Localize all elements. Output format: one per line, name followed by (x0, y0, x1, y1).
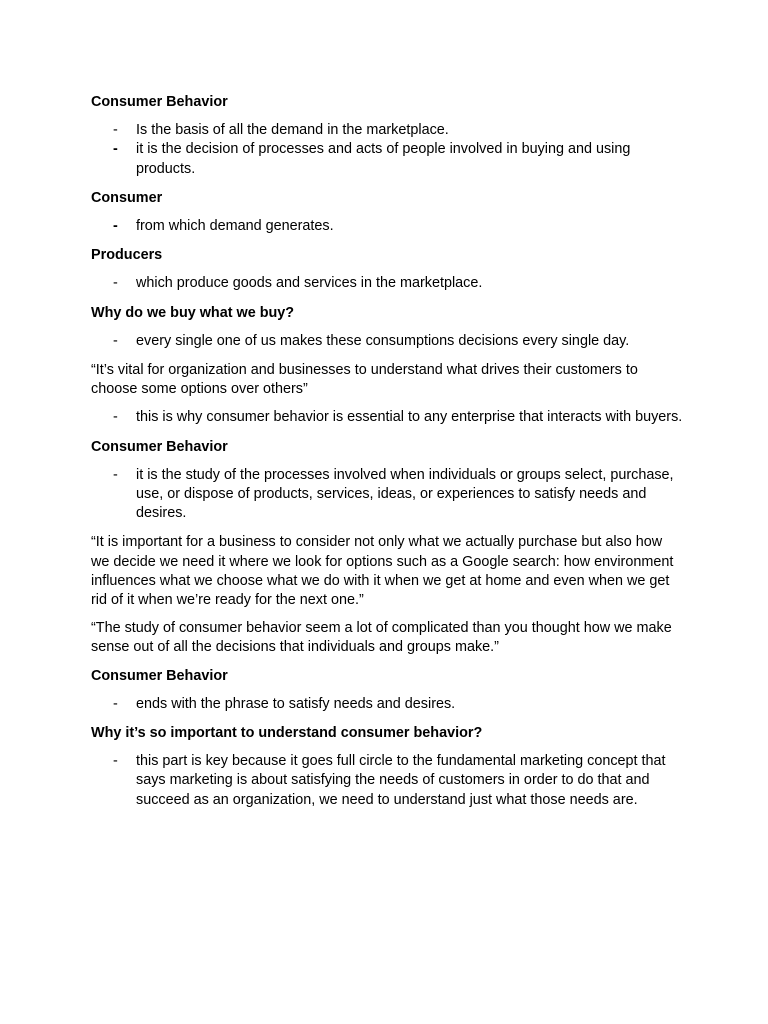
bullet-text: every single one of us makes these consumptions decisions every single day. (136, 332, 630, 349)
bullet-item (91, 217, 683, 236)
section-heading: Consumer Behavior (91, 438, 228, 455)
dash-bullet-marker: - (113, 332, 118, 349)
bullet-text: it is the decision of processes and acts of people involved in buying and using products. (136, 141, 631, 177)
bullet-item (91, 274, 683, 293)
bullet-text: Is the basis of all the demand in the marketplace. (136, 122, 449, 139)
quote-paragraph: “It’s vital for organization and businesses to understand what drives their customers to choose some options over others” (91, 362, 638, 398)
section-heading: Consumer Behavior (91, 667, 228, 684)
bullet-list (91, 121, 683, 179)
bullet-item (91, 752, 683, 810)
bullet-text: it is the study of the processes involved when individuals or groups select, purchase, use, or dispose of products, services, ideas, or experiences to satisfy needs and desires. (136, 466, 674, 522)
bullet-list (91, 752, 683, 810)
bullet-text: this part is key because it goes full circle to the fundamental marketing concept that says marketing is about satisfying the needs of customers in order to do that and succeed as an organization, we need to understand just what those needs are. (136, 753, 666, 808)
section-heading: Consumer Behavior (91, 94, 228, 110)
quote-paragraph: “The study of consumer behavior seem a lot of complicated than you thought how we make sense out of all the decisions that individuals and groups make.” (91, 620, 672, 656)
dash-bullet-marker: - (113, 275, 118, 292)
bullet-item (91, 332, 683, 351)
section-heading: Why do we buy what we buy? (91, 304, 295, 321)
document-body (91, 93, 683, 820)
section-heading: Consumer (91, 189, 163, 206)
bullet-item (91, 466, 683, 524)
dash-bullet-marker: - (113, 122, 118, 139)
bullet-item (91, 695, 683, 714)
bullet-text: ends with the phrase to satisfy needs and desires. (136, 695, 456, 712)
bullet-text: which produce goods and services in the marketplace. (136, 275, 483, 292)
dash-bullet-marker: - (113, 466, 118, 483)
bullet-item (91, 408, 683, 427)
bullet-list (91, 466, 683, 524)
quote-paragraph: “It is important for a business to consider not only what we actually purchase but also how we decide we need it where we look for options such as a Google search: how environment influences what we choose what we do with it when we get at home and even when we get rid of it when we’re ready for the next one.” (91, 534, 674, 609)
bullet-item (91, 121, 683, 140)
bullet-text: from which demand generates. (136, 218, 334, 235)
section-heading: Producers (91, 247, 163, 264)
bullet-item (91, 140, 683, 178)
dash-bullet-marker: - (113, 695, 118, 712)
bullet-list (91, 695, 683, 714)
bullet-list (91, 332, 683, 351)
bullet-list (91, 274, 683, 293)
bullet-list (91, 408, 683, 427)
dash-bullet-marker: - (113, 218, 118, 235)
dash-bullet-marker: - (113, 141, 118, 158)
bullet-list (91, 217, 683, 236)
dash-bullet-marker: - (113, 753, 118, 770)
section-heading: Why it’s so important to understand consumer behavior? (91, 725, 483, 742)
dash-bullet-marker: - (113, 409, 118, 426)
bullet-text: this is why consumer behavior is essential to any enterprise that interacts with buyers. (136, 409, 683, 426)
